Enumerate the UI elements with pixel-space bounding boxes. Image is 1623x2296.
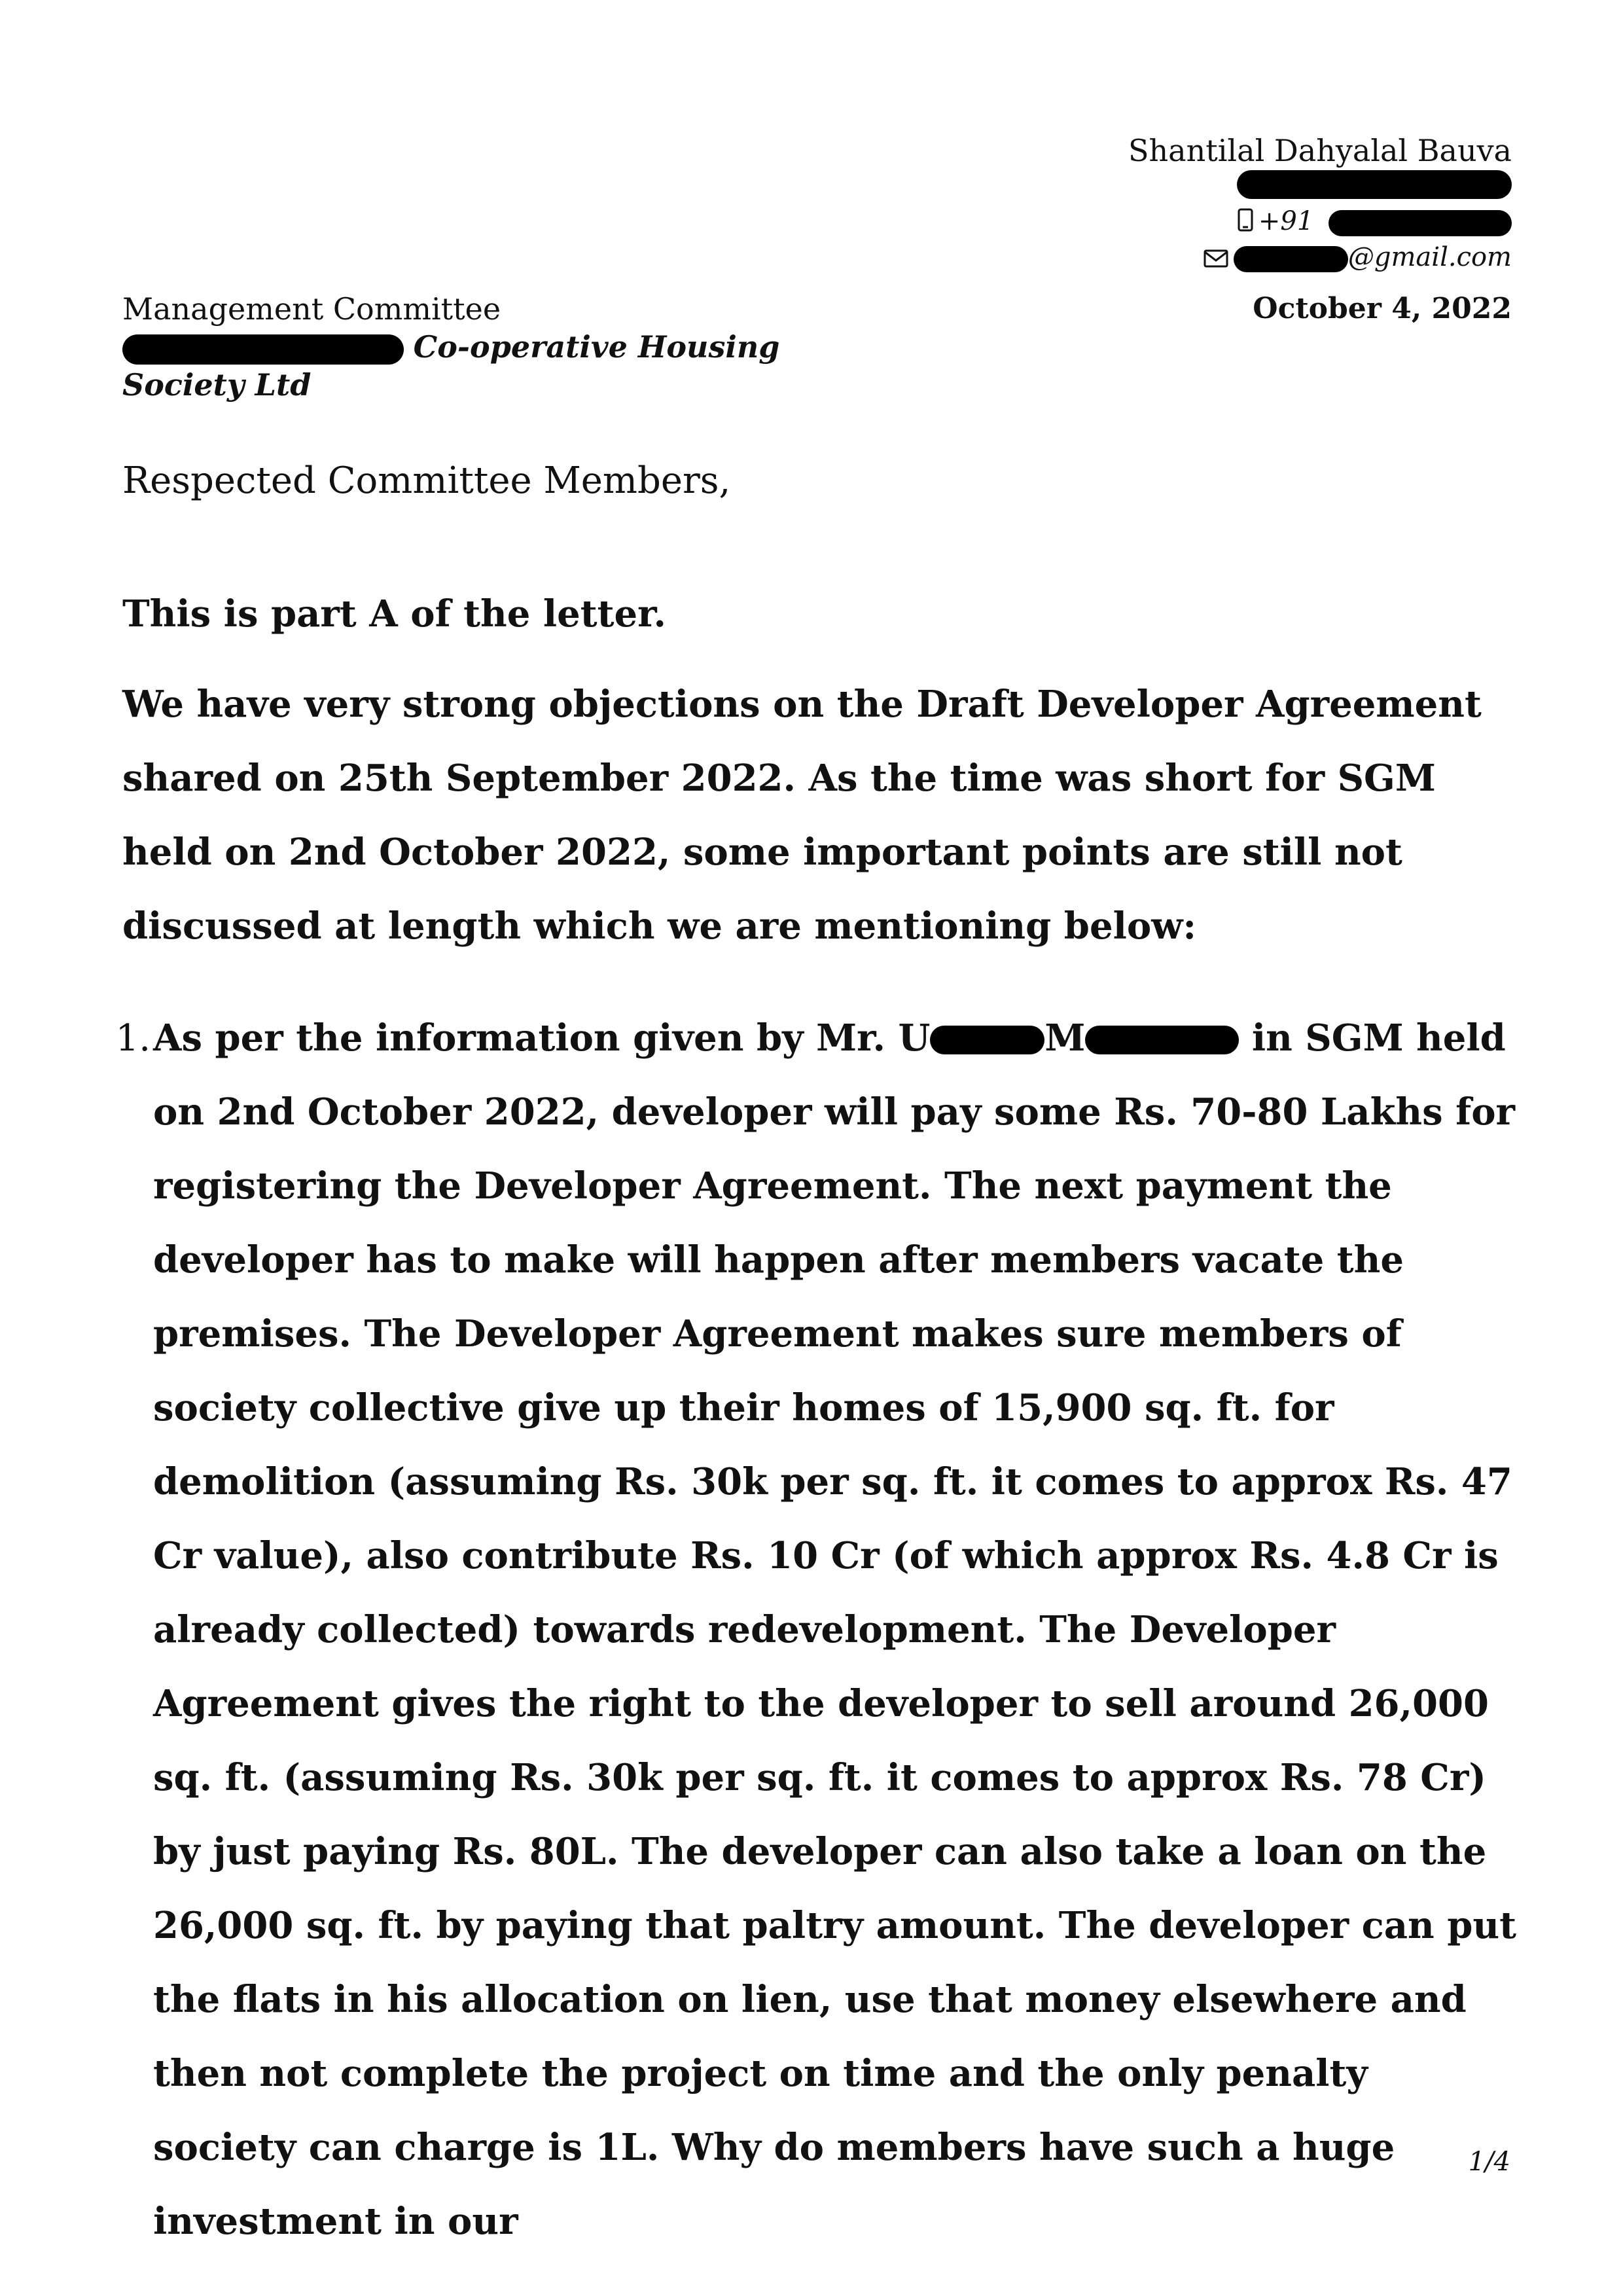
- greeting: Respected Committee Members,: [122, 459, 731, 502]
- list-item-prefix: As per the information given by Mr. U: [153, 1016, 931, 1060]
- recipient-line3: Society Ltd: [122, 367, 312, 403]
- redaction-mark: [1237, 170, 1512, 199]
- redaction-mark: [1234, 246, 1348, 272]
- redaction-mark: [122, 334, 404, 365]
- list-item-mid: M: [1044, 1016, 1086, 1060]
- sender-phone: [1128, 204, 1512, 240]
- recipient-society-type: Co-operative Housing: [413, 329, 780, 365]
- paragraph: We have very strong objections on the Draft Developer Agreement shared on 25th September 2022. As the time was short for SGM held on 2nd October 2022, some important points are still not discussed at length which we are mentioning below:: [122, 683, 1482, 948]
- objection-list: [105, 1001, 1518, 2259]
- email-suffix: @gmail.com: [1347, 242, 1512, 272]
- sender-email: [1128, 240, 1512, 276]
- list-item: [153, 1001, 1518, 2259]
- list-item-body: in SGM held on 2nd October 2022, developer will pay some Rs. 70-80 Lakhs for registering the Developer Agreement. The next payment the developer has to make will happen after members vacate the premises. The Developer Agreement makes sure members of society collective give up their homes of 15,900 sq. ft. for demolition (assuming Rs. 30k per sq. ft. it comes to approx Rs. 47 Cr value), also contribute Rs. 10 Cr (of which approx Rs. 4.8 Cr is already collected) towards redevelopment. The Developer Agreement gives the right to the developer to sell around 26,000 sq. ft. (assuming Rs. 30k per sq. ft. it comes to approx Rs. 78 Cr) by just paying Rs. 80L. The developer can also take a loan on the 26,000 sq. ft. by paying that paltry amount. The developer can put the flats in his allocation on lien, use that money elsewhere and then not complete the project on time and the only penalty society can charge is 1L. Why do members have such a huge investment in our: [153, 1016, 1516, 2243]
- mobile-phone-icon: [1238, 206, 1253, 240]
- list-item-number: 1.: [115, 1017, 151, 1060]
- recipient-line1: Management Committee: [122, 291, 501, 327]
- page-number: 1/4: [1468, 2147, 1510, 2177]
- recipient-line2: [122, 328, 779, 366]
- paragraph: This is part A of the letter.: [122, 592, 667, 636]
- redaction-mark: [1329, 210, 1512, 236]
- phone-prefix: +91: [1258, 206, 1314, 236]
- recipient-block: [122, 290, 779, 404]
- redaction-mark: [930, 1026, 1044, 1054]
- redacted-address: [1128, 170, 1512, 204]
- letter-date: October 4, 2022: [1253, 292, 1512, 325]
- sender-name: Shantilal Dahyalal Bauva: [1128, 133, 1512, 168]
- redaction-mark: [1085, 1026, 1239, 1054]
- sender-block: [1128, 131, 1512, 276]
- envelope-icon: [1204, 242, 1228, 276]
